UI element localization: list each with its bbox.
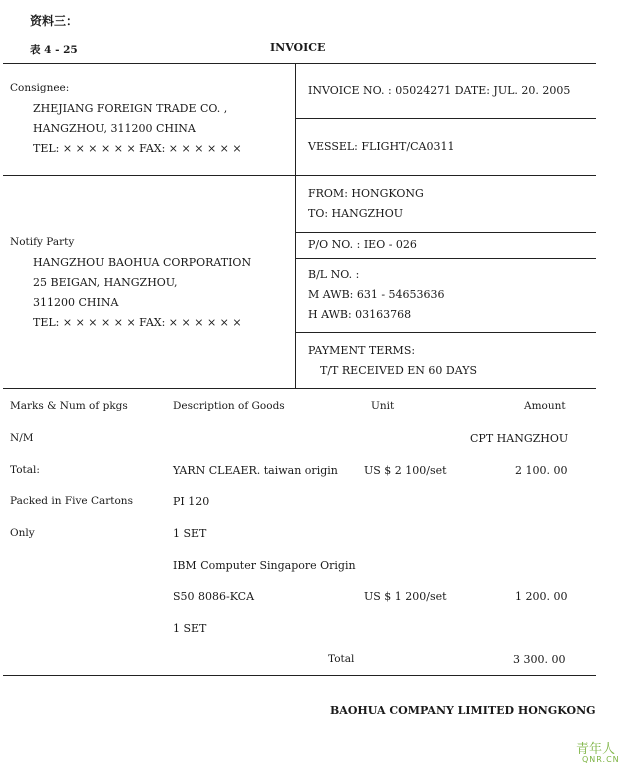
rule-before-table bbox=[3, 388, 596, 389]
notify-line: 311200 CHINA bbox=[33, 296, 119, 309]
notify-line: 25 BEIGAN, HANGZHOU, bbox=[33, 276, 178, 289]
rule-after-total bbox=[3, 675, 596, 676]
item-description: 1 SET bbox=[173, 527, 207, 540]
section-label: 资料三： bbox=[30, 14, 79, 28]
rule-after-route bbox=[295, 232, 596, 233]
notify-line: HANGZHOU BAOHUA CORPORATION bbox=[33, 256, 252, 269]
item-description: IBM Computer Singapore Origin bbox=[173, 559, 356, 572]
price-terms: CPT HANGZHOU bbox=[470, 432, 569, 445]
item-description: 1 SET bbox=[173, 622, 207, 635]
rule-after-vessel bbox=[3, 175, 596, 176]
consignee-line: TEL: × × × × × × FAX: × × × × × × bbox=[33, 142, 242, 155]
item-unit-price: US $ 2 100/set bbox=[364, 464, 447, 477]
total-amount: 3 300. 00 bbox=[513, 653, 566, 666]
rule-after-bl bbox=[295, 332, 596, 333]
marks-line: Total: bbox=[10, 464, 40, 476]
rule-after-po bbox=[295, 258, 596, 259]
po-number: P/O NO. : IEO - 026 bbox=[308, 238, 417, 251]
notify-line: TEL: × × × × × × FAX: × × × × × × bbox=[33, 316, 242, 329]
rule-after-invoice-no bbox=[295, 118, 596, 119]
signature-company: BAOHUA COMPANY LIMITED HONGKONG bbox=[330, 704, 596, 717]
route-from: FROM: HONGKONG bbox=[308, 187, 424, 200]
notify-party-label: Notify Party bbox=[10, 236, 75, 248]
route-to: TO: HANGZHOU bbox=[308, 207, 404, 220]
center-divider bbox=[295, 63, 296, 388]
item-description: YARN CLEAER. taiwan origin bbox=[173, 464, 338, 477]
consignee-line: ZHEJIANG FOREIGN TRADE CO. , bbox=[33, 102, 228, 115]
marks-line: Only bbox=[10, 527, 35, 539]
m-awb: M AWB: 631 - 54653636 bbox=[308, 288, 445, 301]
h-awb: H AWB: 03163768 bbox=[308, 308, 412, 321]
header-marks: Marks & Num of pkgs bbox=[10, 400, 128, 412]
table-label: 表 4 - 25 bbox=[30, 44, 78, 56]
vessel-line: VESSEL: FLIGHT/CA0311 bbox=[308, 140, 455, 153]
item-description: PI 120 bbox=[173, 495, 210, 508]
payment-terms-value: T/T RECEIVED EN 60 DAYS bbox=[320, 364, 478, 377]
header-unit: Unit bbox=[371, 400, 395, 412]
header-description: Description of Goods bbox=[173, 400, 285, 412]
payment-terms-label: PAYMENT TERMS: bbox=[308, 344, 416, 357]
item-amount: 1 200. 00 bbox=[515, 590, 568, 603]
invoice-number-date: INVOICE NO. : 05024271 DATE: JUL. 20. 2005 bbox=[308, 84, 571, 97]
watermark-logo: 青年人 bbox=[576, 742, 616, 757]
bl-label: B/L NO. : bbox=[308, 268, 360, 281]
watermark-site: QNR.CN bbox=[582, 755, 620, 764]
item-amount: 2 100. 00 bbox=[515, 464, 568, 477]
invoice-title: INVOICE bbox=[270, 41, 326, 54]
top-rule bbox=[3, 63, 596, 64]
item-unit-price: US $ 1 200/set bbox=[364, 590, 447, 603]
consignee-label: Consignee: bbox=[10, 82, 70, 94]
marks-line: Packed in Five Cartons bbox=[10, 495, 133, 507]
marks-line: N/M bbox=[10, 432, 34, 444]
header-amount: Amount bbox=[524, 400, 566, 412]
consignee-line: HANGZHOU, 311200 CHINA bbox=[33, 122, 196, 135]
total-label: Total bbox=[328, 653, 355, 665]
item-description: S50 8086-KCA bbox=[173, 590, 255, 603]
